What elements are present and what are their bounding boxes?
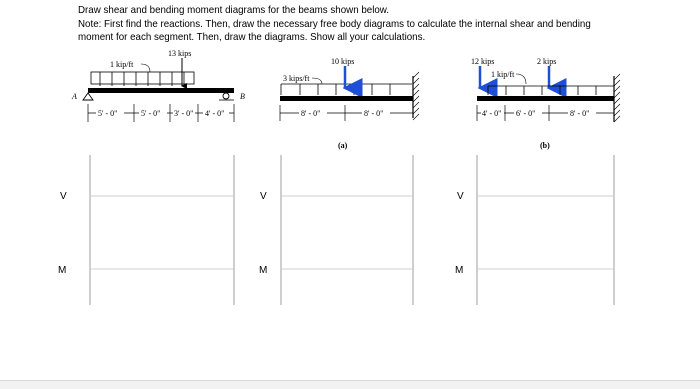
beam-a-dim-1: 8' - 0" <box>301 109 321 118</box>
beam-b-point-load-left-label: 12 kips <box>471 57 495 66</box>
diagram-frame-2 <box>259 155 413 305</box>
beam-a-point-load-label: 10 kips <box>331 57 355 66</box>
beam-1-uniform-load-block <box>91 72 194 84</box>
beam-a-distributed-load-label: 3 kips/ft <box>283 74 310 83</box>
beam-1-label-b: B <box>240 92 245 101</box>
beam-1-label-a: A <box>72 92 77 101</box>
beam-1-member <box>88 88 234 93</box>
frame-2-moment-label: M <box>259 265 268 276</box>
instruction-line-3: moment for each segment. Then, draw the diagrams. Show all your calculations. <box>78 31 426 43</box>
frame-3-moment-label: M <box>455 265 464 276</box>
frame-1-moment-label: M <box>58 265 67 276</box>
beam-b-distributed-load-label: 1 kip/ft <box>491 70 515 79</box>
instruction-line-1: Draw shear and bending moment diagrams for the beams shown below. <box>78 4 390 16</box>
beam-b-dim-3: 8' - 0" <box>570 109 590 118</box>
beam-a-figure <box>280 57 419 150</box>
beam-1-uniform-load-label: 1 kip/ft <box>110 60 134 69</box>
instruction-line-2: Note: First find the reactions. Then, draw the necessary free body diagrams to calculate the internal shear and bending <box>78 17 591 30</box>
beam-a-member <box>280 96 413 101</box>
beam-1-dim-2: 5' - 0" <box>141 109 161 118</box>
beam-1-point-load-label: 13 kips <box>168 49 192 58</box>
beam-b-figure <box>471 57 620 150</box>
diagram-frame-3 <box>455 155 614 305</box>
beam-b-caption: (b) <box>540 141 550 150</box>
beam-1-figure <box>71 49 245 122</box>
beam-b-point-load-right-label: 2 kips <box>537 57 557 66</box>
beam-b-load-arrows <box>488 86 596 95</box>
beam-b-member <box>477 96 614 101</box>
diagram-frame-1 <box>58 155 234 305</box>
beam-1-dim-3: 3' - 0" <box>174 109 194 118</box>
beam-b-dim-1: 4' - 0" <box>482 109 502 118</box>
beam-a-dim-2: 8' - 0" <box>364 109 384 118</box>
beam-b-dim-2: 6' - 0" <box>516 109 536 118</box>
beam-1-support-b-roller <box>223 93 229 99</box>
frame-3-shear-label: V <box>457 191 464 202</box>
beam-1-dim-1: 5' - 0" <box>98 109 118 118</box>
beam-1-support-a-pin <box>83 93 93 100</box>
frame-2-shear-label: V <box>260 191 267 202</box>
beam-a-caption: (a) <box>338 141 348 150</box>
frame-1-shear-label: V <box>60 191 67 202</box>
beam-1-dim-4: 4' - 0" <box>205 109 225 118</box>
